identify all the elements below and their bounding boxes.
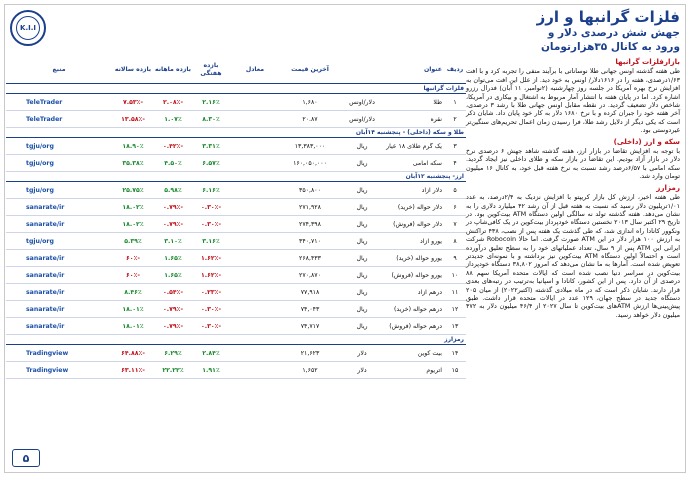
- cell-price: ۲۶۸,۴۳۳: [299, 254, 321, 262]
- cell-unit: ریال: [356, 186, 368, 194]
- article-heading: سکه و ارز (داخلی): [613, 136, 680, 146]
- table-row: [6, 138, 466, 155]
- cell-source: TeleTrader: [26, 115, 63, 123]
- cell-week: -۱.۶۲٪: [200, 254, 222, 262]
- logo-mark: K.I.I: [16, 16, 40, 40]
- cell-month: -۰.۷۹٪: [162, 305, 184, 313]
- cell-source: sanarate/ir: [26, 203, 65, 211]
- cell-year: -۶۰٪: [126, 254, 140, 262]
- cell-week: ۳.۱۶٪: [202, 237, 220, 245]
- header-price: آخرین قیمت: [291, 65, 329, 73]
- cell-month: ۱.۶۵٪: [164, 271, 182, 279]
- cell-name: بیت کوین: [417, 349, 442, 357]
- cell-month: -۰.۵۴٪: [162, 288, 184, 296]
- cell-unit: ریال: [356, 159, 368, 167]
- table-row: [6, 182, 466, 199]
- cell-month: ۲۲.۲۲٪: [162, 366, 184, 374]
- page-header: [537, 8, 680, 54]
- cell-week: ۸.۳۰٪: [202, 115, 220, 123]
- cell-week: -۰.۲۳٪: [200, 288, 222, 296]
- page-title: فلزات گرانبها و ارز: [536, 8, 680, 26]
- table-row: [6, 284, 466, 301]
- cell-month: ۱.۰۷٪: [164, 115, 182, 123]
- cell-year: ۸.۴۶٪: [124, 288, 142, 296]
- cell-price: ۷۴,۷۱۷: [300, 322, 320, 330]
- header-week: بازده هفتگی: [200, 61, 222, 77]
- cell-week: -۱.۶۲٪: [200, 271, 222, 279]
- cell-month: -۰.۷۹٪: [162, 322, 184, 330]
- cell-unit: ریال: [356, 220, 368, 228]
- cell-idx: ۶: [453, 203, 457, 211]
- cell-unit: ریال: [356, 254, 368, 262]
- cell-week: ۶.۵۷٪: [202, 159, 220, 167]
- cell-idx: ۱۳: [451, 322, 459, 330]
- cell-year: ۱۸.۰۱٪: [122, 305, 144, 313]
- cell-price: ۳۴۰,۷۱۰: [299, 237, 321, 245]
- cell-unit: ریال: [356, 305, 368, 313]
- header-month: بازده ماهانه: [154, 65, 192, 73]
- cell-idx: ۲: [453, 115, 457, 123]
- cell-unit: ریال: [356, 322, 368, 330]
- table-row: [6, 233, 466, 250]
- cell-week: -۰.۳۰٪: [200, 305, 222, 313]
- cell-name: درهم حواله (خرید): [393, 305, 442, 313]
- cell-month: -۲.۰۸٪: [162, 98, 184, 106]
- cell-name: نقره: [430, 115, 442, 123]
- cell-month: -۰.۴۲٪: [162, 142, 184, 150]
- table-row: [6, 94, 466, 111]
- cell-unit: ریال: [356, 237, 368, 245]
- cell-name: دلار حواله (فروش): [393, 220, 442, 228]
- cell-idx: ۱۱: [451, 288, 459, 296]
- cell-week: ۲.۱۶٪: [202, 98, 220, 106]
- cell-idx: ۵: [453, 186, 457, 194]
- cell-price: ۱۳,۳۸۳,۰۰۰: [294, 142, 326, 150]
- table-row: [6, 199, 466, 216]
- cell-month: ۴.۵۰٪: [164, 159, 182, 167]
- cell-month: -۰.۷۹٪: [162, 203, 184, 211]
- cell-unit: دلار/اونس: [349, 98, 375, 106]
- cell-idx: ۸: [453, 237, 457, 245]
- cell-idx: ۴: [453, 159, 457, 167]
- table-row: [6, 155, 466, 172]
- cell-year: ۵.۳۹٪: [124, 237, 142, 245]
- cell-idx: ۱۵: [451, 366, 459, 374]
- cell-price: ۱۶۰,۰۵۰,۰۰۰: [293, 159, 327, 167]
- cell-price: ۷۷,۹۱۸: [300, 288, 320, 296]
- cell-year: -۱۳.۵۸٪: [121, 115, 145, 123]
- cell-price: ۲۷۱,۹۲۸: [299, 203, 321, 211]
- section-title: طلا و سکه (داخلی) - پنجشنبه ۱۴آبان: [6, 128, 466, 138]
- cell-price: ۲۱,۶۲۳: [300, 349, 320, 357]
- cell-source: tgju/org: [26, 159, 54, 167]
- cell-month: -۰.۷۹٪: [162, 220, 184, 228]
- cell-source: tgju/org: [26, 186, 54, 194]
- cell-unit: دلار/اونس: [349, 115, 375, 123]
- cell-year: ۱۸.۹۰٪: [122, 142, 144, 150]
- article-paragraph: با توجه به افزایش تقاضا در بازار ارز، هفته گذشته شاهد جهش ۶ درصدی نرخ دلار در بازار آزاد بودیم. این تقاضا در بازار سکه و طلای داخلی نیز ایجاد گردید. سکه امامی با ۶/۵۷درصد رشد نسبت به نرخ هفته قبل خود، به کانال ۱۶ میلیون تومان وارد شد.: [466, 147, 680, 181]
- cell-week: ۳.۳۱٪: [202, 142, 220, 150]
- cell-idx: ۳: [453, 142, 457, 150]
- cell-month: ۱.۶۵٪: [164, 254, 182, 262]
- cell-year: -۶۰٪: [126, 271, 140, 279]
- cell-source: sanarate/ir: [26, 271, 65, 279]
- page-subtitle-1: جهش شش درصدی دلار و: [547, 27, 680, 39]
- cell-idx: ۱۲: [451, 305, 459, 313]
- cell-week: ۱.۹۱٪: [202, 366, 220, 374]
- cell-price: ۱,۶۸۰: [302, 98, 318, 106]
- page-number: ۵: [12, 449, 40, 467]
- cell-price: ۱,۶۵۲: [302, 366, 318, 374]
- cell-source: Tradingview: [26, 366, 69, 374]
- cell-week: ۶.۱۶٪: [202, 186, 220, 194]
- cell-week: -۰.۳۰٪: [200, 220, 222, 228]
- cell-price: ۲۷۰,۸۷۰: [299, 271, 321, 279]
- section-title: فلزات گرانبها: [6, 84, 466, 94]
- table-header: [6, 56, 466, 84]
- table-row: [6, 301, 466, 318]
- cell-idx: ۱۰: [451, 271, 459, 279]
- section-title: رمزارز: [6, 335, 466, 345]
- cell-unit: ریال: [356, 288, 368, 296]
- cell-name: دلار حواله (خرید): [397, 203, 442, 211]
- header-source: منبع: [52, 65, 66, 73]
- cell-source: sanarate/ir: [26, 288, 65, 296]
- cell-month: ۵.۹۸٪: [164, 186, 182, 194]
- article-paragraph: طی هفته اخیر، ارزش کل بازار کریپتو با افزایش نزدیک به ۲/۴درصد، به عدد ۱/۰۱تریلیون دلار رسید که نسبت به هفته قبل از آن رشد ۴۲ میلیارد دلاری را به نشان می‌دهد. هفته گذشته تولد نه سالگی اولین دستگاه ATM بیت‌کوین بود. در تاریخ ۲۹ اکتبر سال ۲۰۱۳ نخستین دستگاه خودپرداز بیت‌کوین در یک کافی‌شاپ در ونکوور کانادا راه اندازی شد، که طی گذشت یک هفته پس از نصب، ۴۳۸ تراکنش به ارزش ۱۰۰ هزار دلار در این ATM صورت گرفت. اما حالا Robocoin شرکت ایرانی این ATM پس از ۹ سال، تعداد عملیاتهای خود را به سطح تعلیق درآورده است و احتمالاً اولین دستگاه ATM بیت‌کوین نیز برداشته و با نمونه‌ای جدیدتر تعویض شده است. آمارها به ما نشان می‌دهد که امروز ۳۸,۸۰۲ دستگاه خودپرداز بیت‌کوین در سراسر دنیا نصب شده است که ایالات متحده آمریکا سهم ۸۸ درصدی از آن دارد. پس از این کشور، کانادا و اسپانیا به‌ترتیب در رتبه‌های بعدی قرار دارند. شایان ذکر است که در ماه میلادی گذشته (اکتبر۲۰۲۲) از میان ۲۰۵ دستگاه جدید در سطح جهان، ۱۲۹ عدد در ایالات متحده قرار داشت. طبق پیش‌بینی‌ها ارزش ATMهای بیت‌کوین تا سال ۲۰۲۷ از ۴۶/۴ میلیون دلار به ۴۷۲ میلیون دلار خواهد رسید.: [466, 193, 681, 319]
- header-name: عنوان: [423, 65, 442, 73]
- cell-source: sanarate/ir: [26, 305, 65, 313]
- cell-source: sanarate/ir: [26, 220, 65, 228]
- cell-year: -۶۳.۱۱٪: [121, 366, 145, 374]
- section-title: ارز- پنجشنبه ۱۲آبان: [6, 172, 466, 182]
- cell-name: درهم آزاد: [417, 288, 442, 296]
- cell-month: ۶.۲۹٪: [164, 349, 182, 357]
- cell-year: ۱۸.۰۲٪: [122, 203, 144, 211]
- header-eq: معادل: [245, 65, 265, 73]
- article-heading: رمزارز: [656, 182, 680, 192]
- header-idx: ردیف: [446, 65, 464, 73]
- cell-name: یک گرم طلای ۱۸ عیار: [386, 142, 442, 150]
- table-row: [6, 216, 466, 233]
- cell-idx: ۹: [453, 254, 457, 262]
- cell-year: ۲۵.۷۵٪: [122, 186, 144, 194]
- cell-source: tgju/org: [26, 237, 54, 245]
- cell-week: ۲.۸۴٪: [202, 349, 220, 357]
- page-subtitle-2: ورود به کانال ۳۵هزارتومان: [540, 41, 680, 53]
- cell-unit: ریال: [356, 142, 368, 150]
- cell-idx: ۱: [453, 98, 457, 106]
- logo-emblem: [10, 10, 46, 46]
- cell-week: -۰.۳۰٪: [200, 322, 222, 330]
- cell-idx: ۱۴: [451, 349, 459, 357]
- cell-name: یورو آزاد: [419, 237, 442, 245]
- cell-name: طلا: [433, 98, 442, 106]
- cell-name: دلار آزاد: [421, 186, 442, 194]
- cell-name: یورو حواله (فروش): [391, 271, 442, 279]
- cell-name: درهم حواله (فروش): [389, 322, 442, 330]
- cell-year: ۱۸.۰۱٪: [122, 322, 144, 330]
- cell-unit: ریال: [356, 203, 368, 211]
- header-year: بازده سالانه: [114, 65, 152, 73]
- cell-source: Tradingview: [26, 349, 69, 357]
- cell-price: ۷۴,۰۴۳: [300, 305, 320, 313]
- market-table: [6, 56, 466, 468]
- cell-week: -۰.۳۰٪: [200, 203, 222, 211]
- article-heading: بازارفلزات گرانبها: [615, 57, 680, 66]
- cell-source: sanarate/ir: [26, 322, 65, 330]
- table-row: [6, 318, 466, 335]
- cell-unit: دلار: [357, 366, 367, 374]
- cell-unit: ریال: [356, 271, 368, 279]
- cell-price: ۲۷۴,۳۹۸: [299, 220, 321, 228]
- table-row: [6, 362, 466, 379]
- table-row: [6, 267, 466, 284]
- cell-source: TeleTrader: [26, 98, 63, 106]
- cell-month: ۳.۱۰٪: [164, 237, 182, 245]
- cell-year: -۷.۵۳٪: [122, 98, 144, 106]
- article-column: [466, 56, 680, 322]
- cell-unit: دلار: [357, 349, 367, 357]
- cell-source: sanarate/ir: [26, 254, 65, 262]
- cell-source: tgju/org: [26, 142, 54, 150]
- cell-name: اتریوم: [426, 366, 442, 374]
- cell-year: ۳۵.۳۸٪: [122, 159, 144, 167]
- cell-year: -۶۴.۸۸٪: [121, 349, 145, 357]
- table-row: [6, 250, 466, 267]
- cell-name: سکه امامی: [412, 159, 442, 167]
- table-row: [6, 111, 466, 128]
- cell-price: ۲۰.۸۷: [302, 115, 318, 123]
- cell-year: ۱۸.۰۲٪: [122, 220, 144, 228]
- cell-idx: ۷: [453, 220, 457, 228]
- article-paragraph: طی هفته گذشته اونس جهانی طلا نوساناتی با برآیند منفی را تجربه کرد و با افت ۱/۶۳درصدی، هفته را در ۱۶۱۶دلار/ اونس به خود دید. از علل این افت می‌توان به افزایش نرخ بهره آمریکا در جلسه روز چهارشنبه (۲نوامبر، ۱۱ آبان) فدرال رزرو اشاره کرد. اما در پایان هفته با انتشار آمار مربوط به اشتغال و بیکاری در آمریکا، شاخص دلار تضعیف گردید. در نقطه مقابل اونس جهانی طلا با رشد ۳ درصدی، آخر هفته خود را جبران کرده و با نرخ ۱۶۸۰ دلار به کار خود پایان داد. شایان ذکر است که یکی دیگر از دلایل رشد طلا، فرا رسیدن زمان اعمال تحریم‌های سنگین‌تر غیردوستی بود.: [466, 67, 681, 135]
- table-body: [6, 84, 466, 379]
- table-row: [6, 345, 466, 362]
- cell-name: یورو حواله (خرید): [396, 254, 442, 262]
- cell-price: ۳۵۰,۸۰۰: [299, 186, 321, 194]
